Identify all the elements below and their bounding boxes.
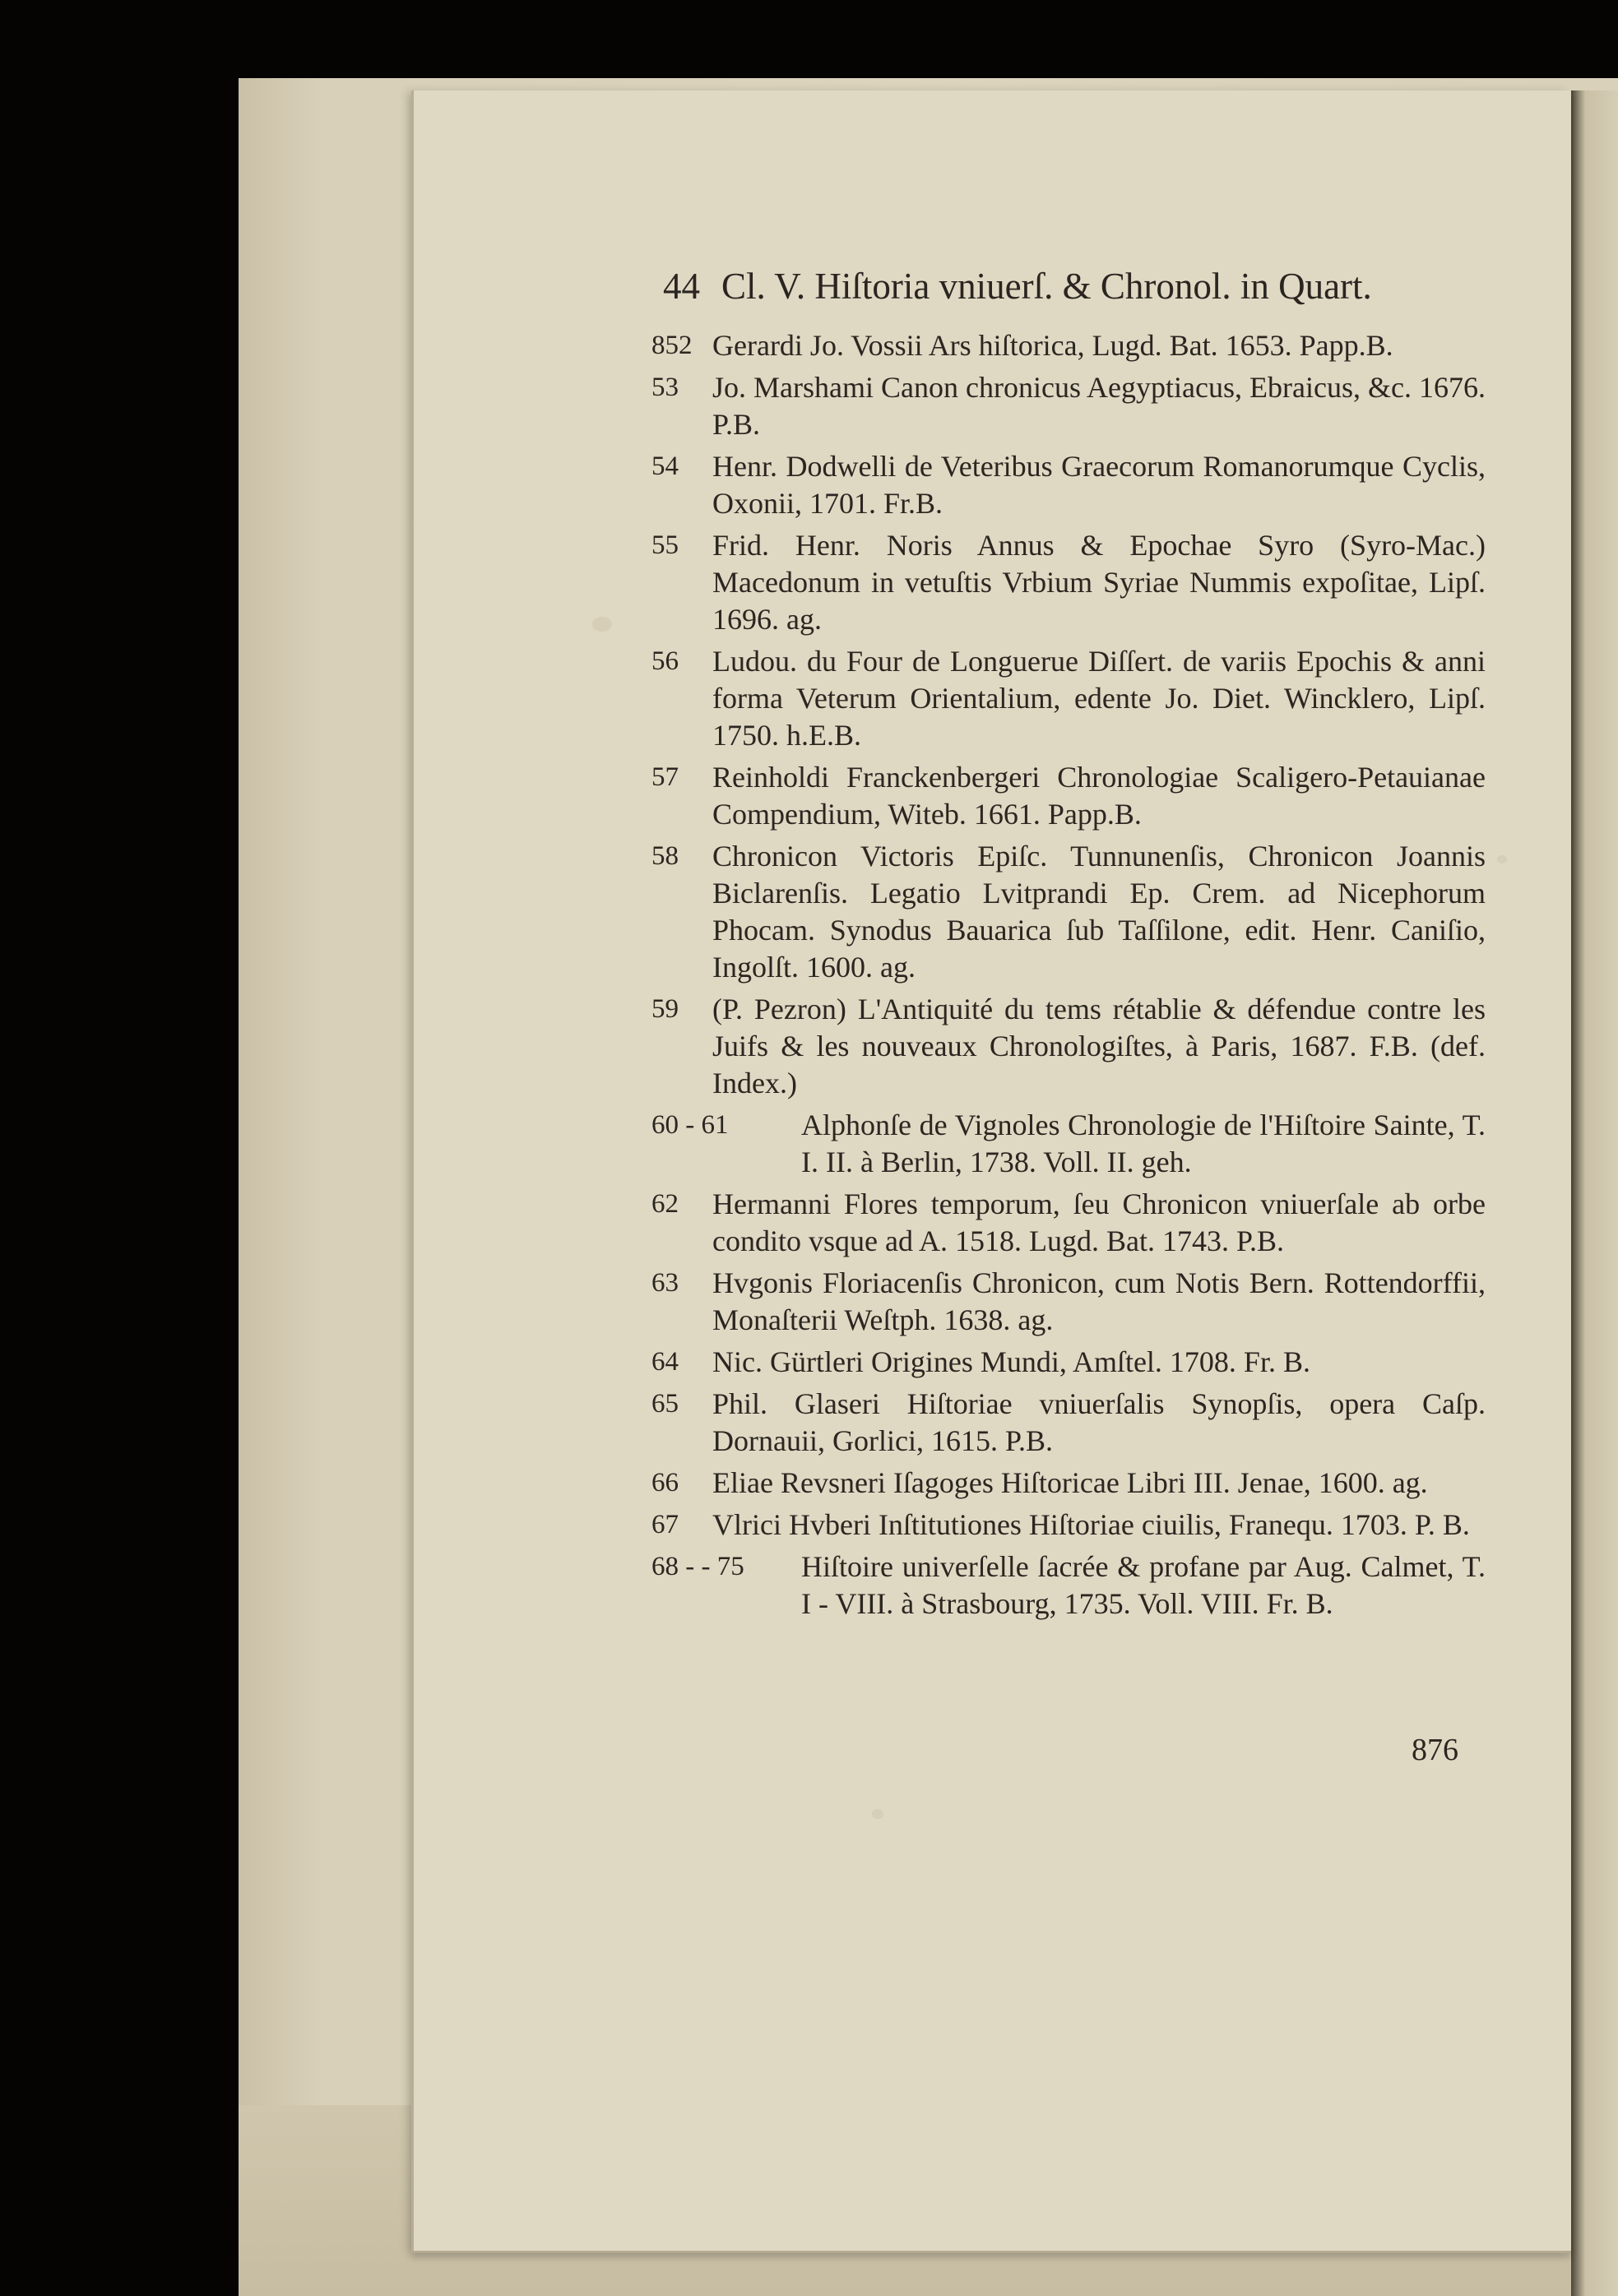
catalog-entry: [651, 1465, 1486, 1502]
entry-number: 64: [651, 1347, 679, 1377]
signature-mark: 876: [1412, 1733, 1458, 1767]
entry-number: 63: [651, 1268, 679, 1298]
entry-text: Phil. Glaseri Hiſtoriae vniuerſalis Synopſis, opera Caſp. Dornauii, Gorlici, 1615. P.B.: [712, 1387, 1486, 1457]
catalog-entry: [651, 327, 1486, 364]
entry-number: 62: [651, 1189, 679, 1219]
adjacent-page-edge: [1571, 90, 1618, 2296]
entry-text: Alphonſe de Vignoles Chronologie de l'Hiſtoire Sainte, T. I. II. à Berlin, 1738. Voll. II. geh.: [801, 1109, 1486, 1178]
entry-text: Jo. Marshami Canon chronicus Aegyptiacus, Ebraicus, &c. 1676. P.B.: [712, 371, 1486, 441]
entry-number: 58: [651, 841, 679, 871]
entry-number: 57: [651, 762, 679, 792]
catalog-entry: [651, 1107, 1486, 1181]
catalog-entry: [651, 448, 1486, 522]
entry-number: 68 - - 75: [651, 1552, 744, 1581]
entry-text: Ludou. du Four de Longuerue Diſſert. de variis Epochis & anni forma Veterum Orientalium, edente Jo. Diet. Wincklero, Lipſ. 1750. h.E.B.: [712, 645, 1486, 752]
entry-number: 66: [651, 1468, 679, 1497]
entry-text: Gerardi Jo. Vossii Ars hiſtorica, Lugd. Bat. 1653. Papp.B.: [712, 329, 1393, 362]
entry-text: Eliae Revsneri Iſagoges Hiſtoricae Libri III. Jenae, 1600. ag.: [712, 1466, 1428, 1499]
entry-number: 56: [651, 646, 679, 676]
entry-number: 67: [651, 1510, 679, 1539]
catalog-entry: [651, 759, 1486, 833]
entry-number: 65: [651, 1389, 679, 1419]
entry-text: Hermanni Flores temporum, ſeu Chronicon vniuerſale ab orbe condito vsque ad A. 1518. Lugd. Bat. 1743. P.B.: [712, 1187, 1486, 1257]
entry-number: 59: [651, 994, 679, 1024]
entry-text: Henr. Dodwelli de Veteribus Graecorum Romanorumque Cyclis, Oxonii, 1701. Fr.B.: [712, 450, 1486, 520]
running-head: [663, 265, 1486, 308]
catalog-entry: [651, 1386, 1486, 1460]
entry-text: Vlrici Hvberi Inſtitutiones Hiſtoriae ciuilis, Franequ. 1703. P. B.: [712, 1508, 1470, 1541]
catalog-entry: [651, 1548, 1486, 1622]
catalog-entry: [651, 1186, 1486, 1260]
entry-text: Chronicon Victoris Epiſc. Tunnunenſis, Chronicon Joannis Biclarenſis. Legatio Lvitprandi Ep. Crem. ad Nicephorum Phocam. Synodus Bauarica ſub Taſſilone, edit. Henr. Caniſio, Ingolſt. 1600. ag.: [712, 840, 1486, 984]
catalog-entry: [651, 1507, 1486, 1544]
catalog-entry: [651, 643, 1486, 754]
catalog-entry: [651, 991, 1486, 1102]
catalog-entry: [651, 1265, 1486, 1339]
catalog-entry: [651, 369, 1486, 443]
catalog-entry: [651, 838, 1486, 986]
catalog-entry: [651, 1344, 1486, 1381]
entry-text: Reinholdi Franckenbergeri Chronologiae Scaligero-Petauianae Compendium, Witeb. 1661. Papp.B.: [712, 761, 1486, 831]
page-number: 44: [663, 266, 700, 307]
entry-number: 54: [651, 451, 679, 481]
entry-text: Nic. Gürtleri Origines Mundi, Amſtel. 1708. Fr. B.: [712, 1345, 1310, 1378]
entry-number: 60 - 61: [651, 1110, 729, 1140]
page-title: Cl. V. Hiſtoria vniuerſ. & Chronol. in Quart.: [721, 266, 1372, 307]
entry-text: Hvgonis Floriacenſis Chronicon, cum Notis Bern. Rottendorffii, Monaſterii Weſtph. 1638. ag.: [712, 1266, 1486, 1336]
catalog-entry: [651, 527, 1486, 638]
entry-number: 55: [651, 530, 679, 560]
entry-text: Hiſtoire univerſelle ſacrée & profane par Aug. Calmet, T. I - VIII. à Strasbourg, 1735. Voll. VIII. Fr. B.: [801, 1550, 1486, 1620]
catalog-entries: [651, 327, 1486, 1627]
entry-number: 53: [651, 373, 679, 402]
entry-number: 852: [651, 331, 693, 360]
entry-text: Frid. Henr. Noris Annus & Epochae Syro (Syro-Mac.) Macedonum in vetuſtis Vrbium Syriae Nummis expoſitae, Lipſ. 1696. ag.: [712, 529, 1486, 636]
entry-text: (P. Pezron) L'Antiquité du tems rétablie & défendue contre les Juifs & les nouveaux Chronologiſtes, à Paris, 1687. F.B. (def. Index.): [712, 993, 1486, 1099]
